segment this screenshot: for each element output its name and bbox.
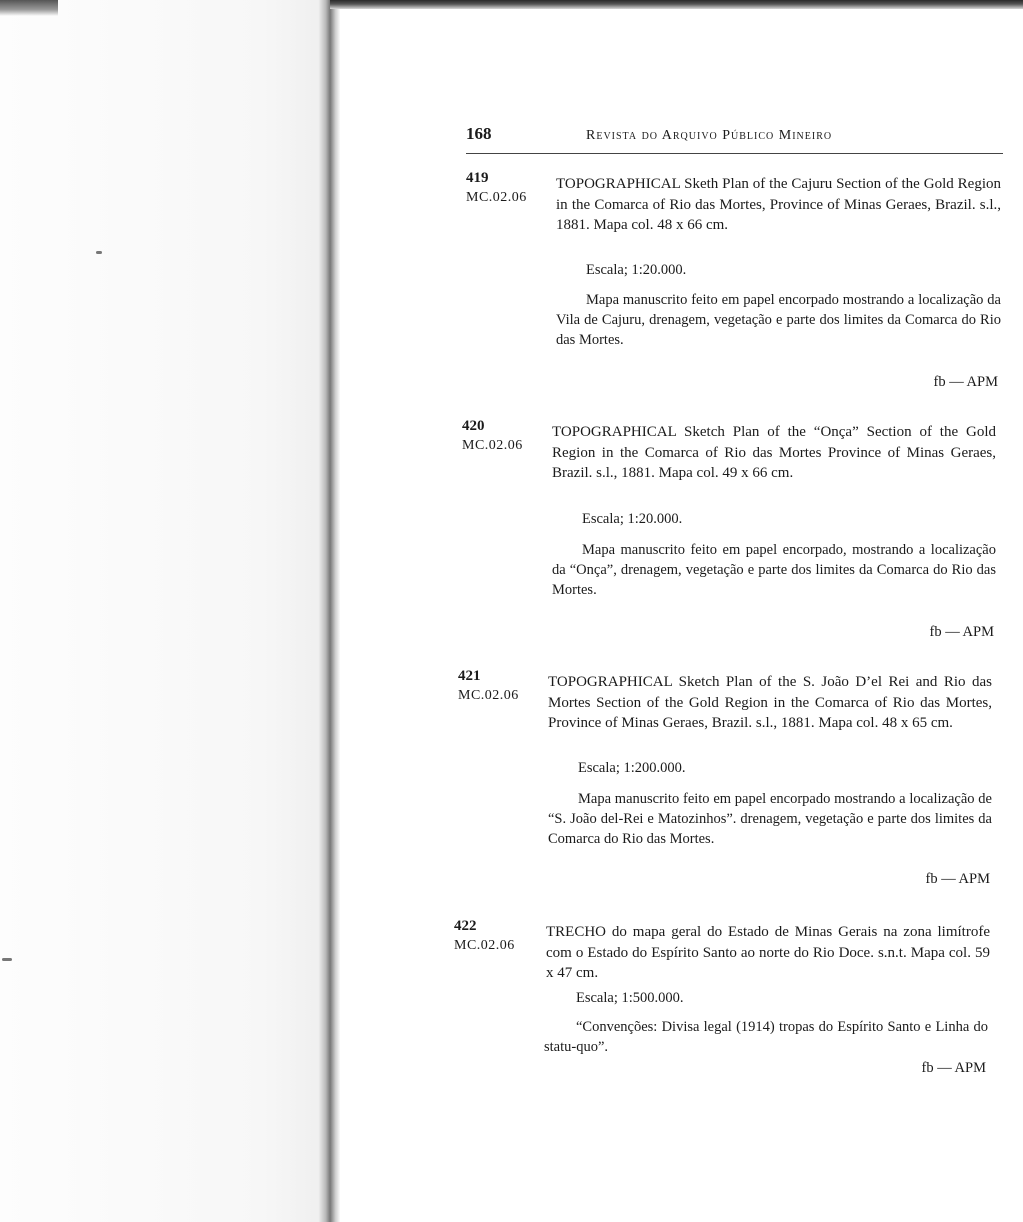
entry-source: fb — APM — [929, 624, 994, 640]
entry-scale: Escala; 1:200.000. — [578, 760, 686, 776]
left-page-margin — [0, 0, 330, 1222]
running-head: Revista do Arquivo Público Mineiro — [586, 128, 833, 143]
catalog-entry — [462, 416, 1002, 648]
entry-number: 421 — [458, 668, 481, 684]
scan-corner-mark — [0, 0, 58, 16]
entry-title: TRECHO do mapa geral do Estado de Minas Gerais na zona limítrofe com o Estado do Espírito Santo ao norte do Rio Doce. s.n.t. Mapa col. 59 x 47 cm. — [546, 924, 990, 981]
entry-number: 420 — [462, 418, 485, 434]
entry-source: fb — APM — [921, 1060, 986, 1076]
entry-description: “Convenções: Divisa legal (1914) tropas do Espírito Santo e Linha do statu-quo”. — [544, 1019, 988, 1055]
page-top-edge — [330, 0, 1023, 9]
catalog-entry — [466, 168, 1006, 398]
entry-title: TOPOGRAPHICAL Sketh Plan of the Cajuru Section of the Gold Region in the Comarca of Rio das Mortes, Province of Minas Geraes, Brazil. s.l., 1881. Mapa col. 48 x 66 cm. — [556, 176, 1001, 233]
entry-code: MC.02.06 — [454, 938, 515, 953]
catalog-entry — [454, 916, 994, 1086]
entry-description: Mapa manuscrito feito em papel encorpado, mostrando a localização da “Onça”, drenagem, vegetação e parte dos limites da Comarca do Rio das Mortes. — [552, 542, 996, 598]
entry-source: fb — APM — [933, 374, 998, 390]
entry-code: MC.02.06 — [466, 190, 527, 205]
entry-title: TOPOGRAPHICAL Sketch Plan of the “Onça” Section of the Gold Region in the Comarca of Rio das Mortes Province of Minas Geraes, Brazil. s.l., 1881. Mapa col. 49 x 66 cm. — [552, 424, 996, 481]
entry-scale: Escala; 1:500.000. — [576, 990, 684, 1006]
entry-description: Mapa manuscrito feito em papel encorpado mostrando a localização da Vila de Cajuru, drenagem, vegetação e parte dos limites da Comarca do Rio das Mortes. — [556, 292, 1001, 348]
header-rule — [466, 153, 1003, 154]
entry-number: 422 — [454, 918, 477, 934]
entry-code: MC.02.06 — [458, 688, 519, 703]
scan-speck — [96, 251, 102, 254]
page-header — [466, 122, 1003, 152]
entry-title: TOPOGRAPHICAL Sketch Plan of the S. João D’el Rei and Rio das Mortes Section of the Gold Region in the Comarca of Rio das Mortes, Province of Minas Geraes, Brazil. s.l., 1881. Mapa col. 48 x 65 cm. — [548, 674, 992, 731]
entry-number: 419 — [466, 170, 489, 186]
book-spine-shadow — [318, 0, 340, 1222]
page-number: 168 — [466, 124, 492, 143]
entry-description: Mapa manuscrito feito em papel encorpado mostrando a localização de “S. João del-Rei e Matozinhos”. drenagem, vegetação e parte dos limites da Comarca do Rio das Mortes. — [548, 791, 992, 847]
entry-code: MC.02.06 — [462, 438, 523, 453]
scan-speck — [2, 958, 12, 961]
entry-scale: Escala; 1:20.000. — [582, 511, 683, 527]
entry-scale: Escala; 1:20.000. — [586, 262, 687, 278]
entry-source: fb — APM — [925, 871, 990, 887]
catalog-entry — [458, 666, 998, 896]
